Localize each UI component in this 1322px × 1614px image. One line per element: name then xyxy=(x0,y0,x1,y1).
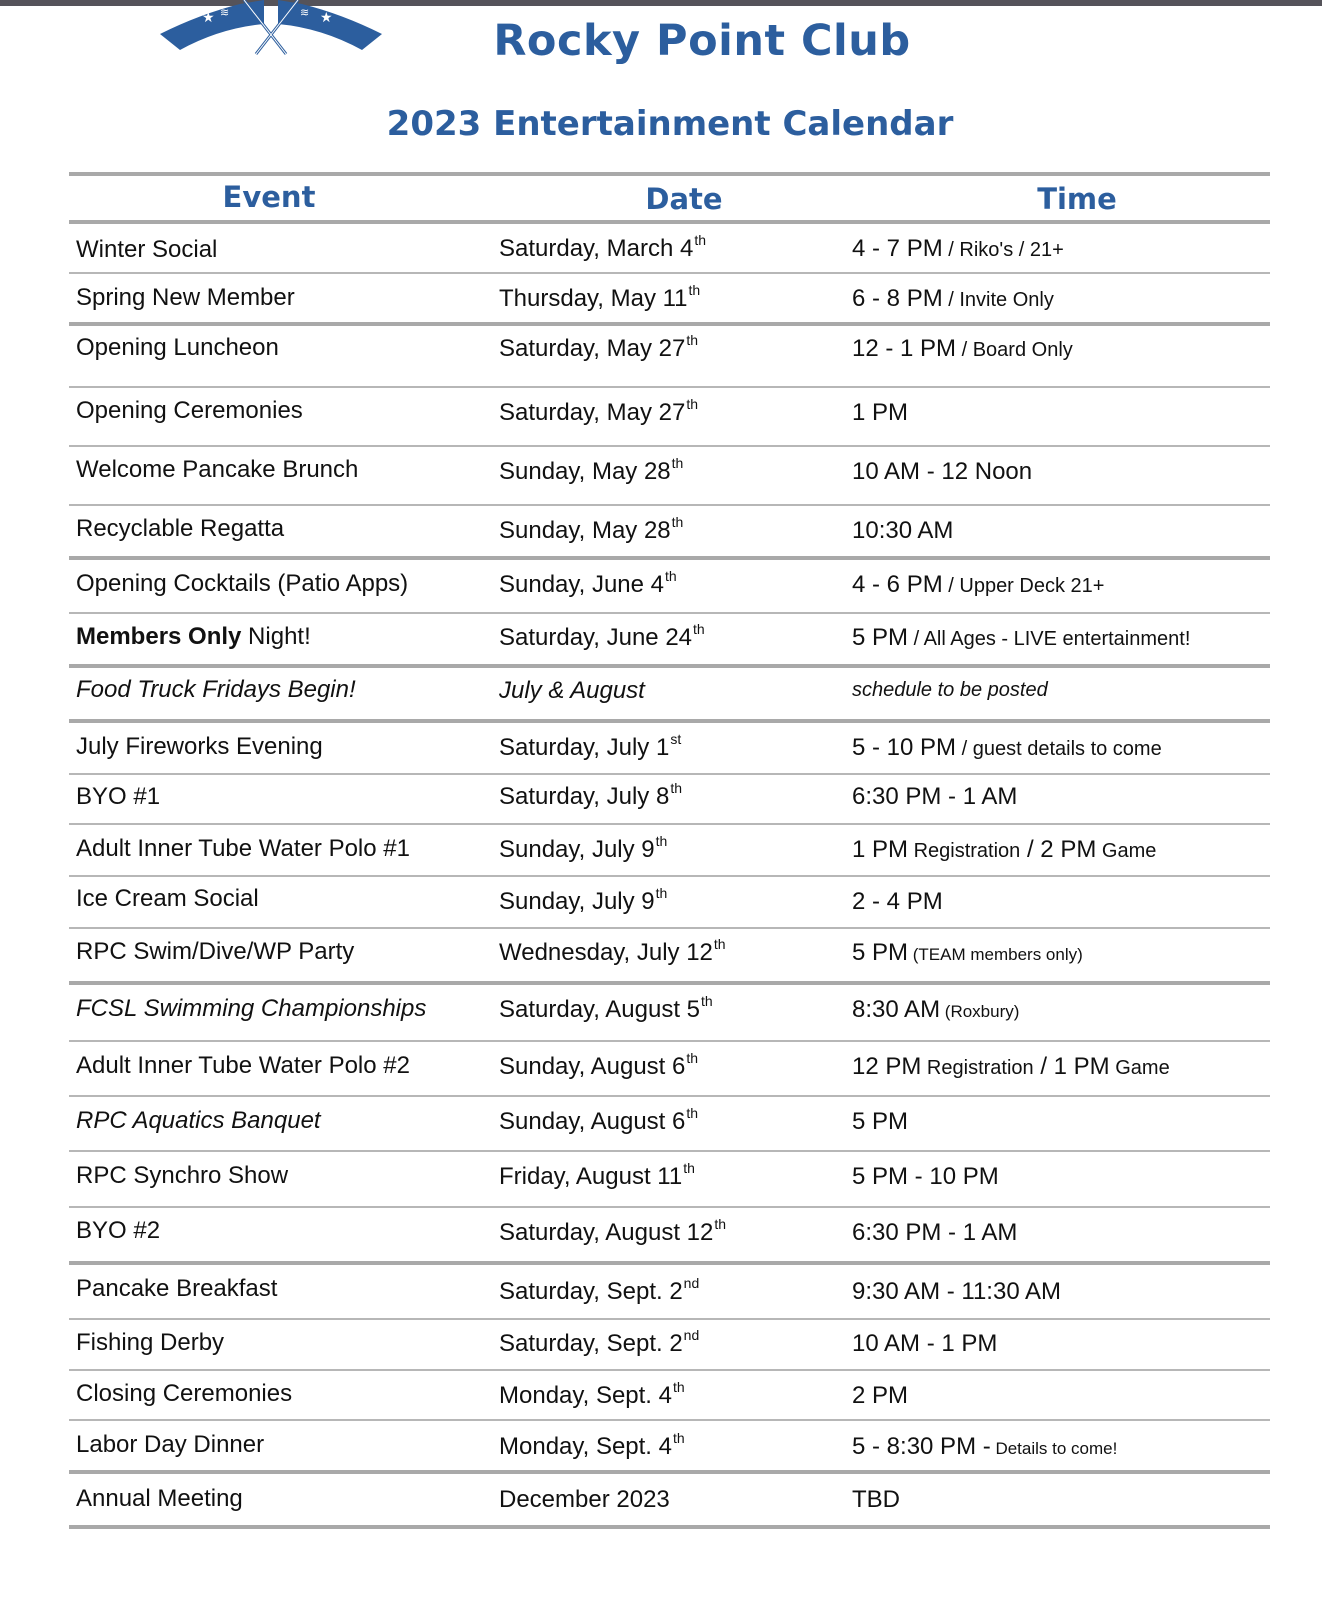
event-time-text: / 1 PM xyxy=(1033,1053,1110,1080)
event-date-text: Saturday, July 8 xyxy=(499,783,670,810)
event-date xyxy=(499,885,668,916)
event-name-text: Food Truck Fridays Begin! xyxy=(76,676,356,703)
event-date-text: Saturday, August 5 xyxy=(499,996,701,1023)
date-ordinal-suffix: th xyxy=(686,332,699,348)
event-time-text: 5 PM xyxy=(852,939,909,966)
event-date xyxy=(499,232,706,263)
event-name xyxy=(76,676,356,704)
event-date-text: Friday, August 11 xyxy=(499,1163,683,1190)
table-row xyxy=(69,1097,1270,1150)
event-time-note: schedule to be posted xyxy=(852,679,1048,701)
column-header-date: Date xyxy=(645,182,723,216)
date-ordinal-suffix: th xyxy=(671,455,684,471)
event-name xyxy=(76,1380,292,1408)
event-name xyxy=(76,835,410,863)
event-time-text: 10 AM - 12 Noon xyxy=(852,458,1033,485)
date-ordinal-suffix: th xyxy=(665,568,677,584)
event-date xyxy=(499,1050,699,1081)
date-ordinal-suffix: nd xyxy=(683,1327,700,1343)
event-date-text: Saturday, June 24 xyxy=(499,624,693,651)
event-name-text: Annual Meeting xyxy=(76,1485,243,1512)
event-name-text: Fishing Derby xyxy=(76,1329,225,1356)
event-time xyxy=(852,675,1048,703)
event-name-text: Adult Inner Tube Water Polo #2 xyxy=(76,1052,410,1079)
event-date xyxy=(499,993,713,1024)
event-time xyxy=(852,1382,908,1410)
event-time xyxy=(852,1433,1117,1461)
event-date xyxy=(499,780,682,811)
row-divider xyxy=(69,1525,1270,1529)
event-time xyxy=(852,517,953,545)
table-row xyxy=(69,1474,1270,1525)
event-time-text: 6 - 8 PM xyxy=(852,285,943,312)
table-row xyxy=(69,1208,1270,1261)
event-time xyxy=(852,734,1162,762)
event-name-text: Welcome Pancake Brunch xyxy=(76,456,359,483)
event-date xyxy=(499,1430,685,1461)
event-name xyxy=(76,995,426,1023)
event-date xyxy=(499,455,684,486)
event-name-text: Night! xyxy=(241,623,311,650)
date-ordinal-suffix: st xyxy=(670,731,682,747)
event-name-text: Recyclable Regatta xyxy=(76,515,285,542)
table-row xyxy=(69,1320,1270,1369)
event-time-text: 5 PM - 10 PM xyxy=(852,1163,999,1190)
date-ordinal-suffix: th xyxy=(655,833,668,849)
event-time xyxy=(852,571,1104,599)
date-ordinal-suffix: th xyxy=(655,885,668,901)
event-name-text: BYO #1 xyxy=(76,783,161,810)
event-name-text: Labor Day Dinner xyxy=(76,1431,265,1458)
event-time-text: 4 - 7 PM xyxy=(852,235,943,262)
event-name-text: Winter Social xyxy=(76,236,218,263)
event-date-text: Monday, Sept. 4 xyxy=(499,1433,672,1460)
table-row xyxy=(69,1371,1270,1419)
event-time-text: 1 PM xyxy=(852,836,909,863)
event-date xyxy=(499,731,682,762)
event-time xyxy=(852,1486,900,1514)
event-name-text: Opening Ceremonies xyxy=(76,397,303,424)
column-header-time: Time xyxy=(1037,182,1117,216)
event-date-text: Wednesday, July 12 xyxy=(499,939,713,966)
event-name xyxy=(76,1431,264,1459)
event-date-text: Thursday, May 11 xyxy=(499,285,688,312)
event-date xyxy=(499,1275,700,1306)
table-row xyxy=(69,326,1270,386)
event-date xyxy=(499,1216,727,1247)
event-date-text: July & August xyxy=(499,677,645,704)
event-date xyxy=(499,1486,670,1514)
event-time-note: / Riko's / 21+ xyxy=(942,239,1064,261)
table-row xyxy=(69,1421,1270,1470)
event-date-text: Saturday, Sept. 2 xyxy=(499,1330,683,1357)
calendar-title: 2023 Entertainment Calendar xyxy=(386,104,954,144)
event-time-note: Details to come! xyxy=(990,1439,1118,1458)
event-name-text: FCSL Swimming Championships xyxy=(76,995,427,1022)
date-ordinal-suffix: th xyxy=(714,1216,727,1232)
event-name-text: Opening Cocktails (Patio Apps) xyxy=(76,570,409,597)
event-date-text: Sunday, May 28 xyxy=(499,458,671,485)
event-time xyxy=(852,335,1073,363)
event-time-text: 5 PM xyxy=(852,624,909,651)
table-header xyxy=(69,176,1270,220)
svg-text:≋: ≋ xyxy=(300,6,310,19)
event-name xyxy=(76,570,408,598)
svg-text:★: ★ xyxy=(320,10,333,26)
table-row xyxy=(69,274,1270,322)
event-name xyxy=(76,236,217,264)
event-time-note: / Board Only xyxy=(956,339,1073,361)
event-name-text: Spring New Member xyxy=(76,284,295,311)
event-time-note: Game xyxy=(1109,1057,1170,1079)
event-time-text: 8:30 AM xyxy=(852,996,941,1023)
event-time xyxy=(852,624,1190,652)
table-row xyxy=(69,723,1270,773)
event-name xyxy=(76,885,259,913)
event-name-bold: Members Only xyxy=(76,623,242,650)
event-time-text: TBD xyxy=(852,1486,900,1513)
event-time-note: / Upper Deck 21+ xyxy=(942,575,1105,597)
event-time-note: / Invite Only xyxy=(942,289,1054,311)
date-ordinal-suffix: th xyxy=(693,621,705,637)
event-date xyxy=(499,936,726,967)
table-row xyxy=(69,614,1270,664)
event-time xyxy=(852,1278,1061,1306)
event-date-text: Monday, Sept. 4 xyxy=(499,1382,672,1409)
event-time-note: / All Ages - LIVE entertainment! xyxy=(908,628,1191,650)
event-time-text: 2 PM xyxy=(852,1382,909,1409)
svg-text:≋: ≋ xyxy=(220,6,230,19)
event-name xyxy=(76,1162,288,1190)
event-date-text: December 2023 xyxy=(499,1486,670,1513)
table-row xyxy=(69,447,1270,504)
event-time-note: Game xyxy=(1096,840,1157,862)
event-name xyxy=(76,938,354,966)
event-time-note: / guest details to come xyxy=(956,738,1162,760)
event-time-text: 5 - 8:30 PM - xyxy=(852,1433,991,1460)
event-name-text: RPC Aquatics Banquet xyxy=(76,1107,321,1134)
table-row xyxy=(69,985,1270,1040)
date-ordinal-suffix: th xyxy=(686,1050,699,1066)
table-row xyxy=(69,224,1270,272)
event-time-text: 5 - 10 PM xyxy=(852,734,957,761)
event-name-text: Closing Ceremonies xyxy=(76,1380,293,1407)
table-row xyxy=(69,775,1270,823)
event-time xyxy=(852,996,1019,1024)
date-ordinal-suffix: th xyxy=(673,1379,685,1395)
event-date-text: Sunday, August 6 xyxy=(499,1108,686,1135)
table-row xyxy=(69,1265,1270,1318)
event-time-text: 4 - 6 PM xyxy=(852,571,943,598)
event-time xyxy=(852,285,1054,313)
event-time xyxy=(852,399,908,427)
event-date-text: Saturday, August 12 xyxy=(499,1219,714,1246)
event-name xyxy=(76,1485,243,1513)
event-date xyxy=(499,282,701,313)
event-name xyxy=(76,1217,160,1245)
event-time xyxy=(852,939,1083,967)
event-date-text: Sunday, July 9 xyxy=(499,836,655,863)
event-name xyxy=(76,284,295,312)
table-row xyxy=(69,560,1270,612)
event-name-text: Adult Inner Tube Water Polo #1 xyxy=(76,835,410,862)
event-time xyxy=(852,1219,1017,1247)
event-time xyxy=(852,458,1032,486)
event-date-text: Saturday, Sept. 2 xyxy=(499,1278,683,1305)
event-date xyxy=(499,514,684,545)
table-row xyxy=(69,929,1270,981)
event-name xyxy=(76,397,303,425)
event-name-text: Opening Luncheon xyxy=(76,334,279,361)
event-date xyxy=(499,1379,685,1410)
event-name xyxy=(76,1275,277,1303)
date-ordinal-suffix: th xyxy=(701,993,713,1009)
club-name: Rocky Point Club xyxy=(493,16,911,66)
event-date-text: Sunday, July 9 xyxy=(499,888,655,915)
event-date xyxy=(499,621,705,652)
table-row xyxy=(69,388,1270,445)
event-date-text: Sunday, August 6 xyxy=(499,1053,686,1080)
event-name xyxy=(76,623,311,651)
date-ordinal-suffix: th xyxy=(688,282,701,298)
event-time-text: 5 PM xyxy=(852,1108,909,1135)
event-time xyxy=(852,888,943,916)
event-name xyxy=(76,334,279,362)
date-ordinal-suffix: th xyxy=(694,232,706,248)
event-time-text: 6:30 PM - 1 AM xyxy=(852,1219,1018,1246)
event-name-text: RPC Synchro Show xyxy=(76,1162,289,1189)
event-time-text: 12 PM xyxy=(852,1053,922,1080)
event-date-text: Saturday, July 1 xyxy=(499,734,670,761)
date-ordinal-suffix: th xyxy=(671,514,684,530)
event-time-text: 10 AM - 1 PM xyxy=(852,1330,998,1357)
table-row xyxy=(69,506,1270,556)
event-name xyxy=(76,1329,224,1357)
date-ordinal-suffix: th xyxy=(686,396,699,412)
event-name xyxy=(76,733,323,761)
event-name-text: RPC Swim/Dive/WP Party xyxy=(76,938,355,965)
event-time-note: Registration xyxy=(908,840,1021,862)
table-row xyxy=(69,825,1270,875)
event-date xyxy=(499,833,668,864)
event-time-text: 10:30 AM xyxy=(852,517,954,544)
event-name xyxy=(76,1052,410,1080)
event-name xyxy=(76,456,358,484)
event-time xyxy=(852,1108,908,1136)
date-ordinal-suffix: th xyxy=(670,780,682,796)
event-time-text: 1 PM xyxy=(852,399,909,426)
event-time-note: (TEAM members only) xyxy=(908,945,1083,964)
event-time-text: / 2 PM xyxy=(1020,836,1097,863)
date-ordinal-suffix: th xyxy=(673,1430,685,1446)
event-name-text: Ice Cream Social xyxy=(76,885,259,912)
event-date xyxy=(499,677,645,705)
event-name xyxy=(76,1107,321,1135)
table-row xyxy=(69,1042,1270,1095)
date-ordinal-suffix: th xyxy=(686,1105,699,1121)
event-date xyxy=(499,1160,695,1191)
date-ordinal-suffix: nd xyxy=(683,1275,700,1291)
event-time xyxy=(852,836,1156,864)
event-date-text: Saturday, March 4 xyxy=(499,235,694,262)
date-ordinal-suffix: th xyxy=(713,936,726,952)
events-table xyxy=(69,172,1270,1529)
event-date xyxy=(499,1327,700,1358)
event-name-text: BYO #2 xyxy=(76,1217,161,1244)
event-time-text: 2 - 4 PM xyxy=(852,888,943,915)
column-header-event: Event xyxy=(222,180,316,214)
event-time-text: 6:30 PM - 1 AM xyxy=(852,783,1018,810)
event-date-text: Saturday, May 27 xyxy=(499,335,686,362)
event-date-text: Saturday, May 27 xyxy=(499,399,686,426)
event-time-text: 9:30 AM - 11:30 AM xyxy=(852,1278,1062,1305)
event-date xyxy=(499,396,699,427)
event-date-text: Sunday, June 4 xyxy=(499,571,665,598)
event-time-text: 12 - 1 PM xyxy=(852,335,957,362)
event-time xyxy=(852,1163,999,1191)
event-date xyxy=(499,568,677,599)
date-ordinal-suffix: th xyxy=(683,1160,695,1176)
event-time xyxy=(852,1053,1170,1081)
event-time-note: Registration xyxy=(921,1057,1034,1079)
table-row xyxy=(69,877,1270,927)
event-name-text: July Fireworks Evening xyxy=(76,733,323,760)
table-row xyxy=(69,1152,1270,1206)
table-row xyxy=(69,668,1270,719)
event-name-text: Pancake Breakfast xyxy=(76,1275,278,1302)
event-time xyxy=(852,235,1064,263)
svg-text:★: ★ xyxy=(202,10,215,26)
event-time-note: (Roxbury) xyxy=(940,1002,1020,1021)
event-time xyxy=(852,1330,997,1358)
event-date xyxy=(499,1105,699,1136)
event-name xyxy=(76,783,160,811)
event-date xyxy=(499,332,699,363)
event-name xyxy=(76,515,284,543)
event-time xyxy=(852,783,1017,811)
event-date-text: Sunday, May 28 xyxy=(499,517,671,544)
